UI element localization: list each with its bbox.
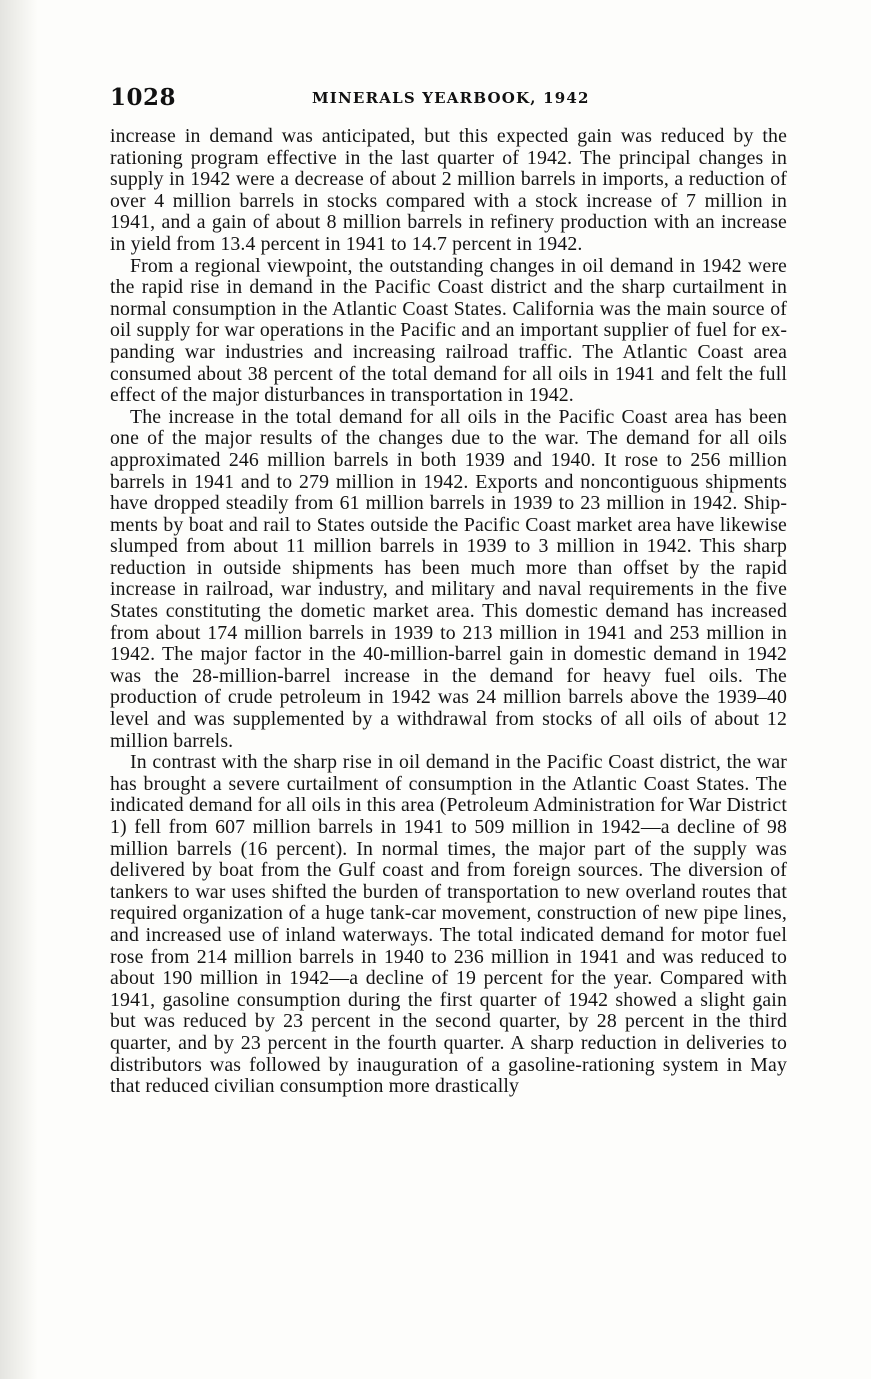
paragraph-pacific-coast: The increase in the total demand for all oils in the Pacific Coast area has been one of the major results of the changes due to the war. The demand for all oils approximated 246 million barrels in both 1939 and 1940. It rose to 256 million barrels in 1941 and to 279 million in 1942. Exports and noncontiguous shipments have dropped steadily from 61 million barrels in 1939 to 23 million in 1942. Shipments by boat and rail to States outside the Pacific Coast market area have likewise slumped from about 11 million barrels in 1939 to 3 million in 1942. This sharp reduction in outside shipments has been much more than offset by the rapid increase in railroad, war industry, and military and naval requirements in the five States constituting the dometic market area. This domestic demand has increased from about 174 million barrels in 1939 to 213 million in 1941 and 253 million in 1942. The major factor in the 40-million-barrel gain in domestic demand in 1942 was the 28-million-barrel increase in the demand for heavy fuel oils. The production of crude petroleum in 1942 was 24 million barrels above the 1939–40 level and was supplemented by a withdrawal from stocks of all oils of about 12 million barrels. [110, 405, 787, 752]
paragraph-continuation: increase in demand was anticipated, but this expected gain was reduced by the rationing program effective in the last quarter of 1942. The principal changes in supply in 1942 were a decrease of about 2 million barrels in imports, a reduction of over 4 million barrels in stocks compared with a stock increase of 7 million in 1941, and a gain of about 8 million barrels in refinery production with an increase in yield from 13.4 percent in 1941 to 14.7 percent in 1942. [110, 125, 787, 255]
scan-edge-shadow [0, 0, 38, 1379]
paragraph-regional-viewpoint: From a regional viewpoint, the outstanding changes in oil demand in 1942 were the rapid rise in demand in the Pacific Coast district and the sharp curtailment in normal consumption in the Atlantic Coast States. California was the main source of oil supply for war operations in the Pacific and an important supplier of fuel for expanding war industries and increasing railroad traffic. The Atlantic Coast area consumed about 38 percent of the total demand for all oils in 1941 and felt the full effect of the major disturbances in transportation in 1942. [110, 254, 787, 407]
running-title: MINERALS YEARBOOK, 1942 [312, 89, 590, 107]
page-header [110, 84, 790, 114]
page-number: 1028 [110, 84, 177, 111]
paragraph-atlantic-coast: In contrast with the sharp rise in oil demand in the Pacific Coast district, the war has brought a severe curtailment of consumption in the Atlantic Coast States. The indicated demand for all oils in this area (Petroleum Administration for War District 1) fell from 607 million barrels in 1941 to 509 million in 1942—a decline of 98 million barrels (16 percent). In normal times, the major part of the supply was delivered by boat from the Gulf coast and from foreign sources. The diversion of tankers to war uses shifted the burden of transportation to new overland routes that required organization of a huge tank-car movement, construction of new pipe lines, and increased use of inland waterways. The total indicated demand for motor fuel rose from 214 million barrels in 1940 to 236 million in 1941 and was reduced to about 190 million in 1942—a decline of 19 percent for the year. Compared with 1941, gasoline consumption during the first quarter of 1942 showed a slight gain but was reduced by 23 percent in the second quarter, by 28 percent in the third quarter, and by 23 percent in the fourth quarter. A sharp reduction in deliveries to distributors was followed by inauguration of a gasoline-rationing system in May that reduced civilian consumption more drastically [110, 751, 787, 1098]
body-text [110, 126, 787, 1098]
